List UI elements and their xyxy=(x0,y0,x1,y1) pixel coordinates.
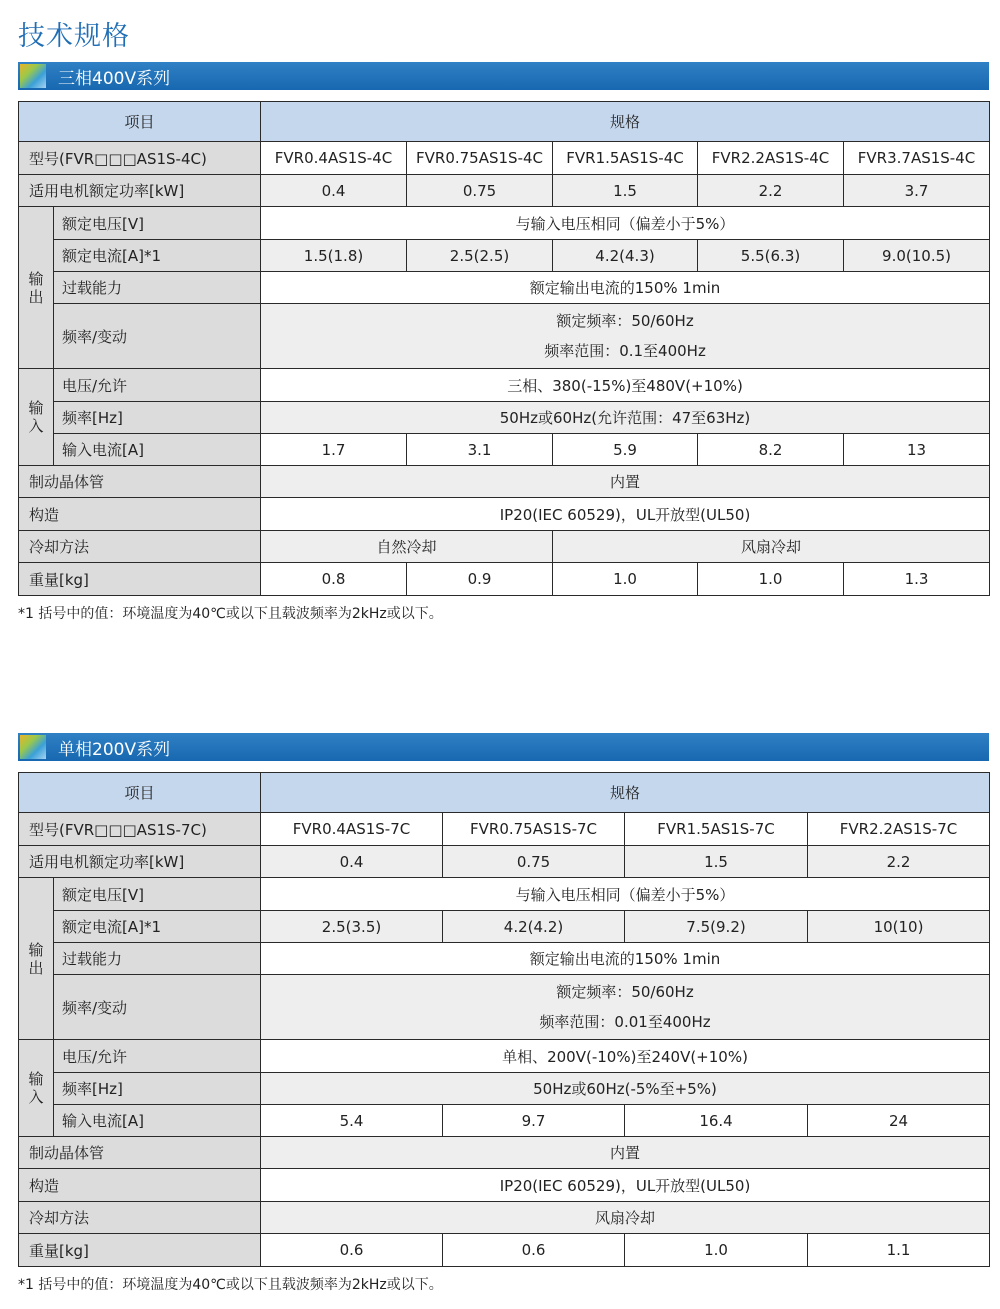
brake-value: 内置 xyxy=(261,1137,990,1169)
weight-label: 重量[kg] xyxy=(19,1234,261,1267)
freq-rated-line: 额定频率：50/60Hz xyxy=(556,983,694,1001)
power-cell: 1.5 xyxy=(553,175,698,207)
structure-label: 构造 xyxy=(19,1169,261,1202)
cooling-value: 风扇冷却 xyxy=(261,1202,990,1234)
footnote: *1 括号中的值：环境温度为40℃或以下且载波频率为2kHz或以下。 xyxy=(18,1277,443,1293)
weight-cell: 0.6 xyxy=(443,1234,625,1267)
voltage-label: 电压/允许 xyxy=(54,1040,261,1073)
series-header-200v xyxy=(18,733,989,761)
power-cell: 2.2 xyxy=(698,175,844,207)
weight-cell: 0.8 xyxy=(261,563,407,596)
page-title: 技术规格 xyxy=(18,21,130,52)
gradient-swatch-icon xyxy=(20,64,46,88)
rated-voltage-label: 额定电压[V] xyxy=(54,878,261,911)
structure-value: IP20(IEC 60529)，UL开放型(UL50) xyxy=(261,1169,990,1202)
power-label: 适用电机额定功率[kW] xyxy=(19,846,261,878)
weight-label: 重量[kg] xyxy=(19,563,261,596)
weight-cell: 1.0 xyxy=(698,563,844,596)
power-cell: 0.4 xyxy=(261,846,443,878)
power-cell: 3.7 xyxy=(844,175,990,207)
weight-cell: 1.1 xyxy=(808,1234,990,1267)
model-cell: FVR0.4AS1S-7C xyxy=(261,813,443,846)
structure-value: IP20(IEC 60529)，UL开放型(UL50) xyxy=(261,498,990,531)
rated-current-cell: 2.5(3.5) xyxy=(261,911,443,943)
input-current-cell: 9.7 xyxy=(443,1105,625,1137)
output-group-text: 输出 xyxy=(28,269,44,306)
power-cell: 0.75 xyxy=(407,175,553,207)
rated-current-cell: 9.0(10.5) xyxy=(844,240,990,272)
input-current-cell: 13 xyxy=(844,434,990,466)
header-spec: 规格 xyxy=(261,773,990,813)
input-current-label: 输入电流[A] xyxy=(54,1105,261,1137)
freq-label: 频率/变动 xyxy=(54,975,261,1040)
cooling-fan-value: 风扇冷却 xyxy=(553,531,990,563)
input-current-cell: 3.1 xyxy=(407,434,553,466)
input-current-cell: 5.9 xyxy=(553,434,698,466)
rated-voltage-label: 额定电压[V] xyxy=(54,207,261,240)
series-title: 单相200V系列 xyxy=(58,740,171,760)
freq-value xyxy=(261,975,990,1040)
power-label: 适用电机额定功率[kW] xyxy=(19,175,261,207)
power-cell: 0.75 xyxy=(443,846,625,878)
rated-current-cell: 4.2(4.2) xyxy=(443,911,625,943)
rated-current-label: 额定电流[A]*1 xyxy=(54,240,261,272)
input-group-label xyxy=(19,1040,54,1137)
model-label: 型号(FVR□□□AS1S-4C) xyxy=(19,142,261,175)
brake-value: 内置 xyxy=(261,466,990,498)
rated-current-cell: 2.5(2.5) xyxy=(407,240,553,272)
power-cell: 2.2 xyxy=(808,846,990,878)
model-cell: FVR0.4AS1S-4C xyxy=(261,142,407,175)
power-cell: 0.4 xyxy=(261,175,407,207)
freq-range-line: 频率范围：0.01至400Hz xyxy=(539,1013,711,1031)
overload-label: 过载能力 xyxy=(54,272,261,304)
model-cell: FVR3.7AS1S-4C xyxy=(844,142,990,175)
cooling-label: 冷却方法 xyxy=(19,1202,261,1234)
input-current-cell: 1.7 xyxy=(261,434,407,466)
input-current-label: 输入电流[A] xyxy=(54,434,261,466)
input-freq-label: 频率[Hz] xyxy=(54,402,261,434)
freq-rated-line: 额定频率：50/60Hz xyxy=(556,312,694,330)
cooling-label: 冷却方法 xyxy=(19,531,261,563)
weight-cell: 1.3 xyxy=(844,563,990,596)
weight-cell: 1.0 xyxy=(625,1234,808,1267)
rated-current-cell: 10(10) xyxy=(808,911,990,943)
input-freq-value: 50Hz或60Hz(-5%至+5%) xyxy=(261,1073,990,1105)
gradient-swatch-icon xyxy=(20,735,46,759)
header-item: 项目 xyxy=(19,773,261,813)
output-group-text: 输出 xyxy=(28,940,44,977)
model-cell: FVR2.2AS1S-7C xyxy=(808,813,990,846)
output-group-label xyxy=(19,207,54,369)
rated-voltage-value: 与输入电压相同（偏差小于5%） xyxy=(261,207,990,240)
brake-label: 制动晶体管 xyxy=(19,1137,261,1169)
series-header-400v xyxy=(18,62,989,90)
structure-label: 构造 xyxy=(19,498,261,531)
power-cell: 1.5 xyxy=(625,846,808,878)
input-current-cell: 16.4 xyxy=(625,1105,808,1137)
rated-current-cell: 4.2(4.3) xyxy=(553,240,698,272)
cooling-natural-value: 自然冷却 xyxy=(261,531,553,563)
model-cell: FVR0.75AS1S-4C xyxy=(407,142,553,175)
model-cell: FVR1.5AS1S-7C xyxy=(625,813,808,846)
overload-label: 过载能力 xyxy=(54,943,261,975)
rated-current-cell: 7.5(9.2) xyxy=(625,911,808,943)
weight-cell: 0.9 xyxy=(407,563,553,596)
overload-value: 额定输出电流的150% 1min xyxy=(261,943,990,975)
input-current-cell: 8.2 xyxy=(698,434,844,466)
input-freq-label: 频率[Hz] xyxy=(54,1073,261,1105)
model-cell: FVR1.5AS1S-4C xyxy=(553,142,698,175)
brake-label: 制动晶体管 xyxy=(19,466,261,498)
model-cell: FVR2.2AS1S-4C xyxy=(698,142,844,175)
voltage-label: 电压/允许 xyxy=(54,369,261,402)
voltage-value: 单相、200V(-10%)至240V(+10%) xyxy=(261,1040,990,1073)
rated-current-cell: 5.5(6.3) xyxy=(698,240,844,272)
freq-label: 频率/变动 xyxy=(54,304,261,369)
input-current-cell: 24 xyxy=(808,1105,990,1137)
series-title: 三相400V系列 xyxy=(58,69,171,89)
input-freq-value: 50Hz或60Hz(允许范围：47至63Hz) xyxy=(261,402,990,434)
header-spec: 规格 xyxy=(261,102,990,142)
voltage-value: 三相、380(-15%)至480V(+10%) xyxy=(261,369,990,402)
spec-table-400v xyxy=(18,101,990,596)
input-group-text: 输入 xyxy=(28,1070,44,1106)
footnote: *1 括号中的值：环境温度为40℃或以下且载波频率为2kHz或以下。 xyxy=(18,606,443,622)
rated-current-label: 额定电流[A]*1 xyxy=(54,911,261,943)
input-current-cell: 5.4 xyxy=(261,1105,443,1137)
spec-table-200v xyxy=(18,772,990,1267)
weight-cell: 1.0 xyxy=(553,563,698,596)
rated-voltage-value: 与输入电压相同（偏差小于5%） xyxy=(261,878,990,911)
freq-range-line: 频率范围：0.1至400Hz xyxy=(544,342,706,360)
model-cell: FVR0.75AS1S-7C xyxy=(443,813,625,846)
overload-value: 额定输出电流的150% 1min xyxy=(261,272,990,304)
output-group-label xyxy=(19,878,54,1040)
input-group-text: 输入 xyxy=(28,399,44,435)
freq-value xyxy=(261,304,990,369)
weight-cell: 0.6 xyxy=(261,1234,443,1267)
header-item: 项目 xyxy=(19,102,261,142)
rated-current-cell: 1.5(1.8) xyxy=(261,240,407,272)
model-label: 型号(FVR□□□AS1S-7C) xyxy=(19,813,261,846)
input-group-label xyxy=(19,369,54,466)
